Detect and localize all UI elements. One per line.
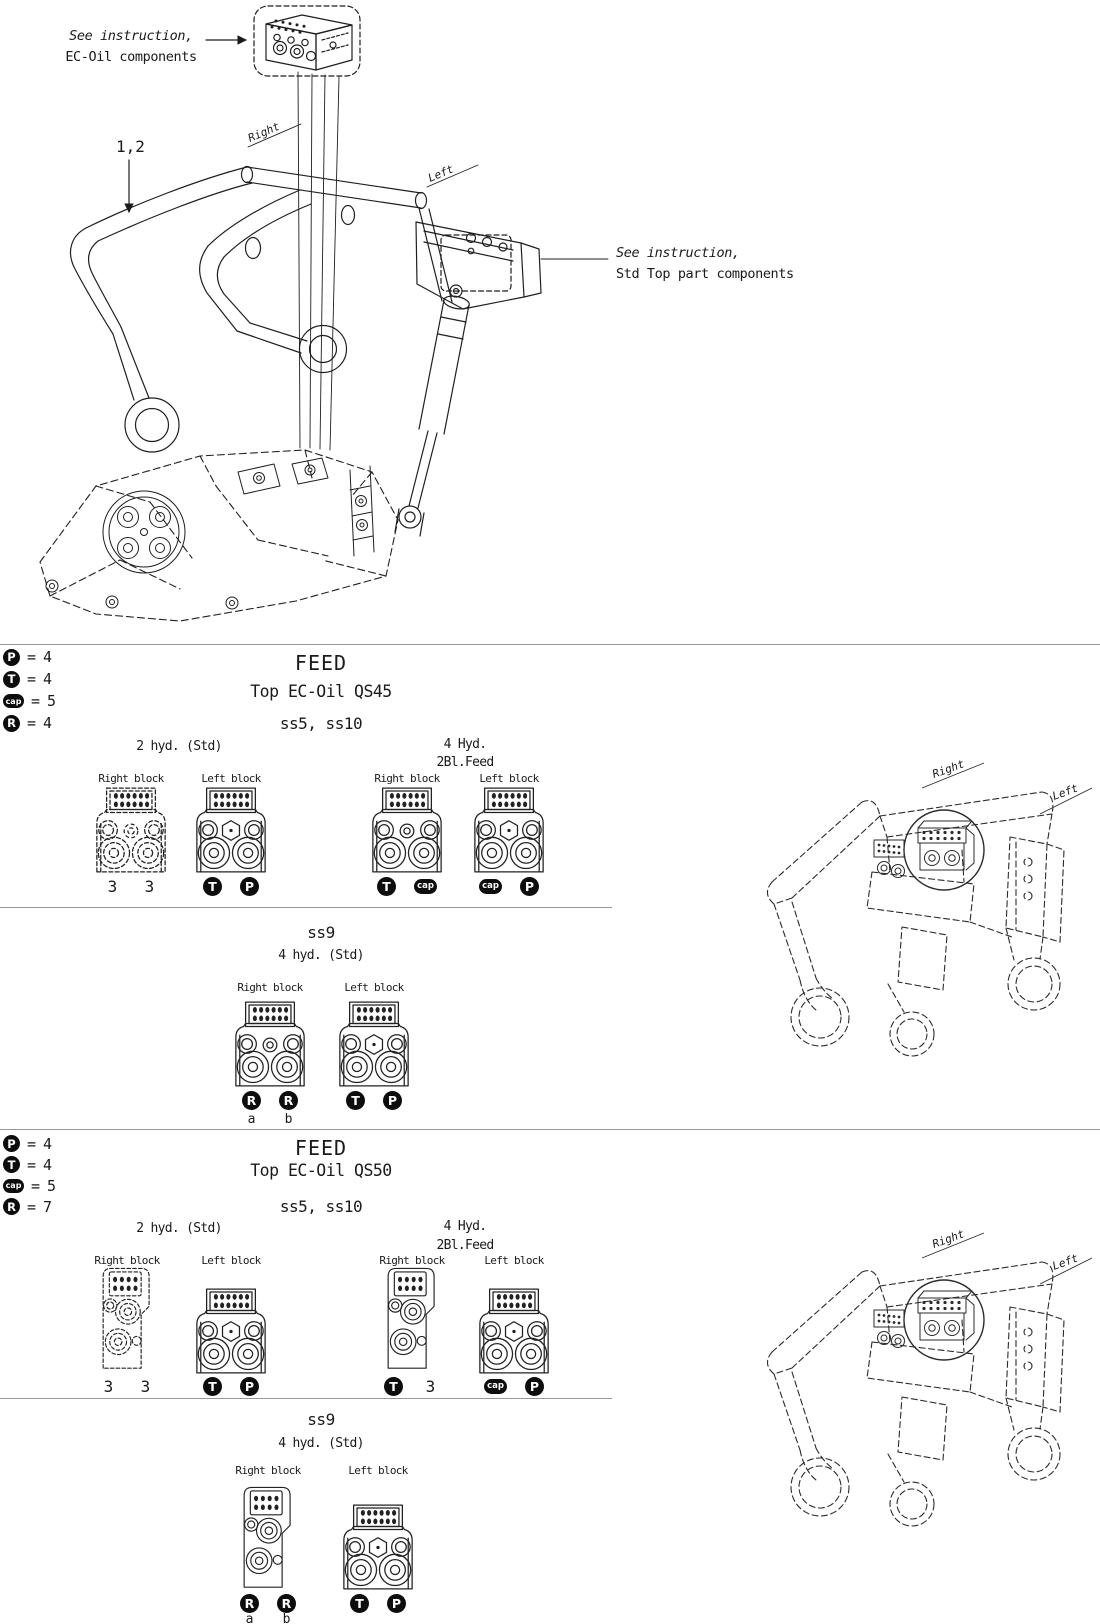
callout-std-top-line1: See instruction,: [616, 245, 740, 261]
t-port-badge: T: [384, 1377, 403, 1396]
port-sub-b: b: [282, 1612, 291, 1624]
block-label-left: Left block: [344, 981, 404, 994]
coupler-frame: [71, 167, 427, 453]
legend-eq: =: [31, 1176, 41, 1195]
hydraulic-block-drawing-dashed: [92, 786, 170, 874]
port-number: 3: [425, 1376, 436, 1396]
legend-value: 7: [43, 1197, 53, 1216]
legend-row-t: [3, 668, 56, 690]
t-port-badge: T: [346, 1091, 365, 1110]
lower-manifold-details: [46, 458, 374, 609]
hydraulic-block-drawing: [368, 786, 446, 874]
port-labels: [192, 876, 270, 896]
legend-eq: =: [27, 670, 37, 688]
t-port-symbol: T: [3, 671, 20, 688]
callout-ec-oil: [56, 26, 206, 68]
legend-value: 5: [47, 692, 57, 710]
port-sub-a: a: [245, 1612, 254, 1624]
block-label-left: Left block: [348, 1464, 408, 1477]
section-title-qs45: FEED: [294, 651, 348, 675]
r-port-badge: R: [240, 1594, 259, 1613]
port-labels: [96, 1376, 158, 1396]
block-label-left: Left block: [484, 1254, 544, 1267]
section-subtitle-qs45: Top EC-Oil QS45: [250, 682, 392, 701]
block-label-right: Right block: [374, 772, 440, 785]
callout-ec-oil-line1: See instruction,: [69, 28, 193, 44]
variant-label-4hyd: 4 Hyd.: [443, 737, 487, 752]
group-subheading-4hyd: 4 hyd. (Std): [278, 1436, 364, 1451]
legend-value: 4: [43, 1134, 53, 1153]
port-labels: [92, 876, 170, 896]
variant-label-2hyd: 2 hyd. (Std): [136, 1221, 222, 1236]
main-left-label: Left: [426, 162, 456, 185]
cap-port-symbol: cap: [3, 1179, 24, 1193]
legend-eq: =: [31, 692, 41, 710]
port-sub-a: a: [247, 1112, 256, 1127]
legend-value: 4: [43, 714, 53, 732]
legend-value: 5: [47, 1176, 57, 1195]
hydraulic-block-drawing-dashed: [96, 1264, 158, 1370]
t-port-badge: T: [377, 877, 396, 896]
legend-value: 4: [43, 648, 53, 666]
group-heading-ss5-ss10: ss5, ss10: [279, 1197, 363, 1216]
p-port-badge: P: [240, 877, 259, 896]
cap-port-badge: cap: [479, 879, 502, 894]
legend-row-p: [3, 1133, 56, 1154]
hydraulic-cylinder: [395, 285, 470, 536]
port-labels: [192, 1376, 270, 1396]
block-label-right: Right block: [98, 772, 164, 785]
legend-eq: =: [27, 1155, 37, 1174]
r-port-symbol: R: [3, 1198, 20, 1215]
ec-oil-valve-pack: [254, 6, 360, 76]
port-number: 3: [144, 876, 155, 896]
block-label-left: Left block: [201, 772, 261, 785]
p-port-badge: P: [240, 1377, 259, 1396]
block-label-right: Right block: [237, 981, 303, 994]
port-labels: [339, 1593, 417, 1613]
p-port-badge: P: [525, 1377, 544, 1396]
cap-port-badge: cap: [484, 1379, 507, 1394]
hose-lines: [298, 72, 339, 450]
ref-label-1-2: 1,2: [116, 137, 145, 156]
port-sub-b: b: [284, 1112, 293, 1127]
separator: [0, 1398, 612, 1399]
variant-label-4hyd: 4 Hyd.: [443, 1219, 487, 1234]
iso-left-label: Left: [1050, 1251, 1080, 1273]
main-right-label: Right: [246, 119, 282, 145]
p-port-symbol: P: [3, 649, 20, 666]
p-port-badge: P: [383, 1091, 402, 1110]
port-subscripts: [231, 1112, 309, 1127]
legend-qs45: [3, 646, 56, 734]
port-labels: [368, 876, 446, 896]
r-port-symbol: R: [3, 715, 20, 732]
hydraulic-block-drawing: [475, 1287, 553, 1375]
separator: [0, 644, 1100, 645]
r-port-badge: R: [277, 1594, 296, 1613]
port-labels: [237, 1593, 299, 1613]
port-labels: [381, 1376, 443, 1396]
block-label-right: Right block: [94, 1254, 160, 1267]
block-label-left: Left block: [479, 772, 539, 785]
callout-std-top-line2: Std Top part components: [616, 266, 794, 282]
hydraulic-block-drawing: [192, 1287, 270, 1375]
legend-value: 4: [43, 670, 53, 688]
port-labels: [335, 1090, 413, 1110]
legend-value: 4: [43, 1155, 53, 1174]
hydraulic-block-drawing: [335, 1000, 413, 1088]
legend-qs50: [3, 1133, 56, 1217]
legend-row-cap: [3, 690, 56, 712]
p-port-badge: P: [520, 877, 539, 896]
group-heading-ss9: ss9: [307, 1410, 335, 1429]
legend-row-r: [3, 712, 56, 734]
iso-right-label: Right: [930, 1227, 967, 1251]
section-subtitle-qs50: Top EC-Oil QS50: [250, 1161, 392, 1180]
port-labels: [470, 876, 548, 896]
p-port-badge: P: [387, 1594, 406, 1613]
hydraulic-block-drawing: [339, 1503, 417, 1591]
port-number: 3: [103, 1376, 114, 1396]
iso-left-label: Left: [1050, 781, 1080, 803]
legend-eq: =: [27, 714, 37, 732]
hydraulic-block-drawing: [192, 786, 270, 874]
hydraulic-block-drawing: [237, 1483, 299, 1589]
t-port-badge: T: [203, 877, 222, 896]
variant-label-2blfeed: 2Bl.Feed: [436, 755, 494, 770]
t-port-badge: T: [350, 1594, 369, 1613]
iso-figure-qs45: [712, 732, 1092, 1092]
legend-row-t: [3, 1154, 56, 1175]
legend-eq: =: [27, 648, 37, 666]
t-port-symbol: T: [3, 1156, 20, 1173]
block-label-left: Left block: [201, 1254, 261, 1267]
block-label-right: Right block: [235, 1464, 301, 1477]
callout-ec-oil-line2: EC-Oil components: [65, 49, 197, 65]
variant-label-2blfeed: 2Bl.Feed: [436, 1238, 494, 1253]
group-subheading-4hyd: 4 hyd. (Std): [278, 948, 364, 963]
port-subscripts: [237, 1612, 299, 1624]
port-number: 3: [140, 1376, 151, 1396]
port-labels: [475, 1376, 553, 1396]
hydraulic-block-drawing: [231, 1000, 309, 1088]
block-label-right: Right block: [379, 1254, 445, 1267]
std-top-part: [416, 208, 608, 309]
legend-eq: =: [27, 1197, 37, 1216]
legend-row-p: [3, 646, 56, 668]
figure-main-coupler: [0, 0, 660, 650]
group-heading-ss9: ss9: [307, 923, 335, 942]
iso-figure-qs50: [712, 1202, 1092, 1562]
t-port-badge: T: [203, 1377, 222, 1396]
legend-row-cap: [3, 1175, 56, 1196]
cap-port-badge: cap: [414, 879, 437, 894]
variant-label-2hyd: 2 hyd. (Std): [136, 739, 222, 754]
hydraulic-block-drawing: [381, 1264, 443, 1370]
port-labels: [231, 1090, 309, 1110]
callout-std-top: [616, 243, 836, 285]
hydraulic-block-drawing: [470, 786, 548, 874]
cap-port-symbol: cap: [3, 694, 24, 708]
section-title-qs50: FEED: [294, 1136, 348, 1160]
port-number: 3: [107, 876, 118, 896]
p-port-symbol: P: [3, 1135, 20, 1152]
legend-eq: =: [27, 1134, 37, 1153]
group-heading-ss5-ss10: ss5, ss10: [279, 714, 363, 733]
lower-manifold-outline: [40, 450, 398, 621]
separator: [0, 1129, 1100, 1130]
r-port-badge: R: [242, 1091, 261, 1110]
separator: [0, 907, 612, 908]
r-port-badge: R: [279, 1091, 298, 1110]
iso-right-label: Right: [930, 757, 967, 781]
legend-row-r: [3, 1196, 56, 1217]
